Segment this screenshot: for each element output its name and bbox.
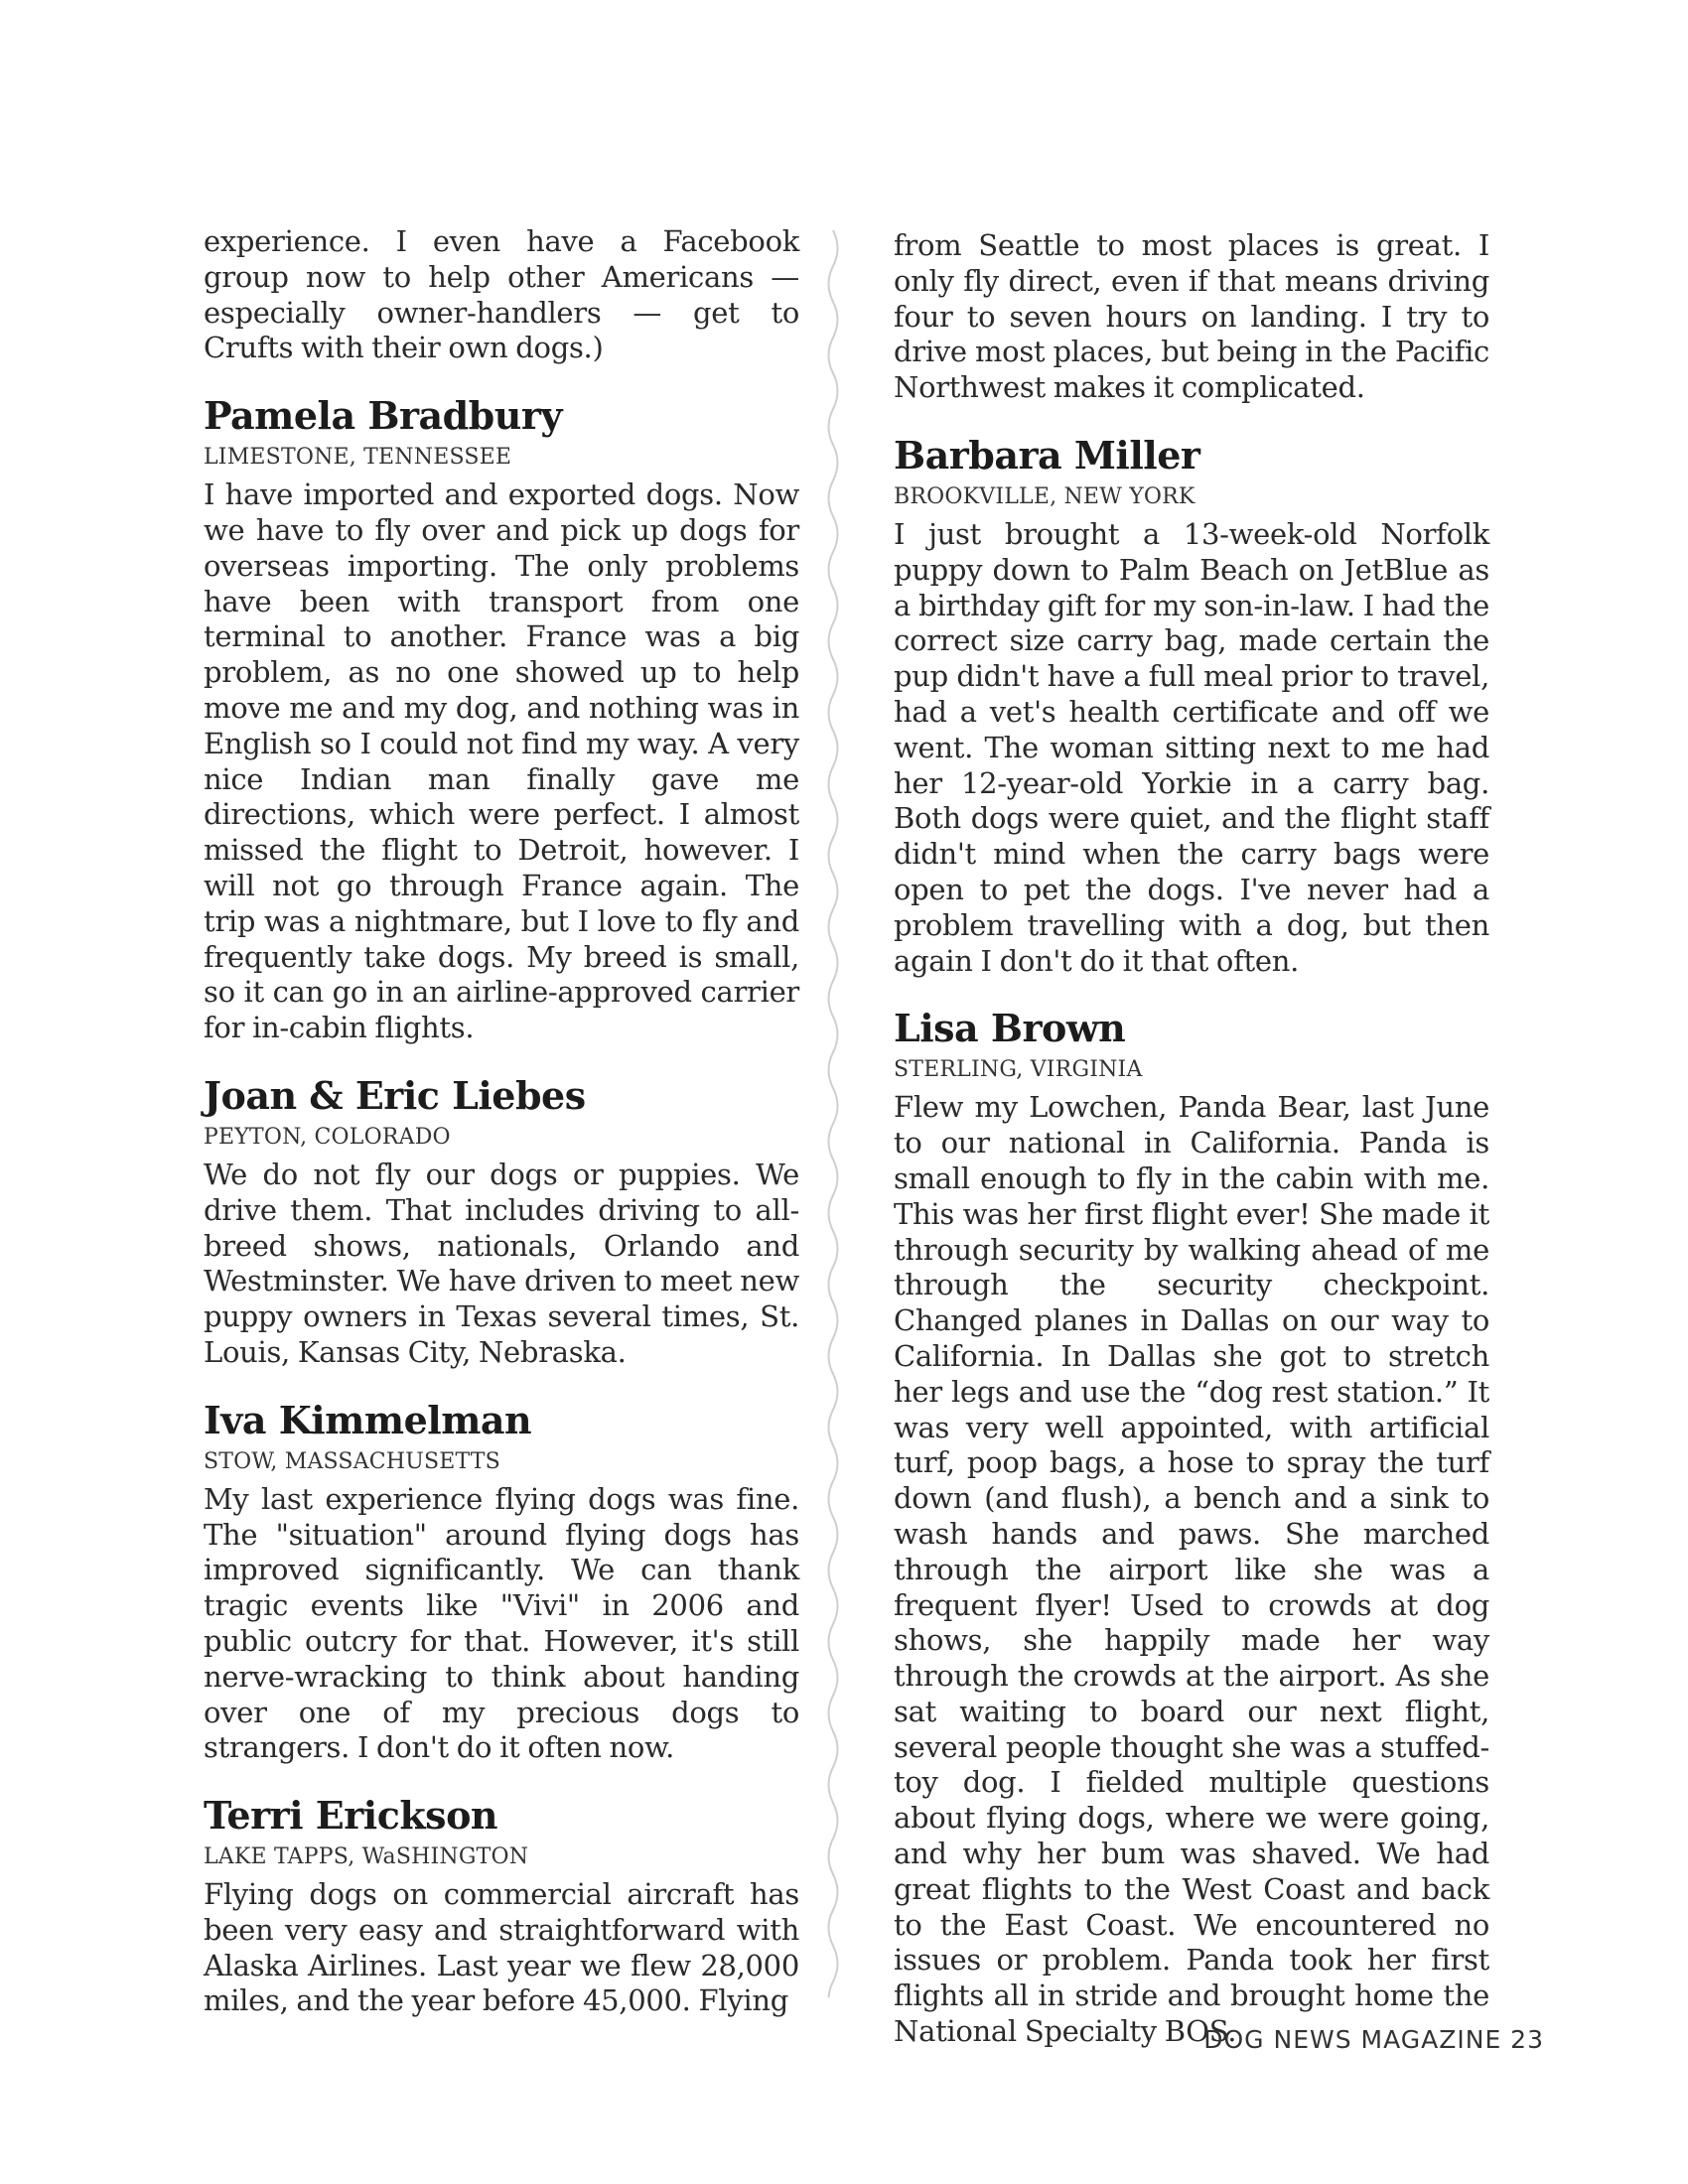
page-footer: DOG NEWS MAGAZINE 23 [1203,2025,1544,2054]
entry-location: LIMESTONE, TENNESSEE [204,445,512,471]
entry-name: Terri Erickson [204,1793,498,1839]
entry-terri-erickson [204,1792,799,2019]
right-column [894,228,1489,2050]
wavy-column-divider [820,230,846,1997]
intro-paragraph: experience. I even have a Facebook group now to help other Americans — especially owner-handlers — get to Crufts with their own dogs.) [204,224,799,365]
entry-text: We do not fly our dogs or puppies. We drive them. That includes driving to all-breed shows, nationals, Orlando and Westminster. We have driven to meet new puppy owners in Texas several times, St. Louis, Kansas City, Nebraska. [204,1157,799,1369]
entry-pamela-bradbury [204,392,799,1046]
entry-lisa-brown [894,1005,1489,2050]
continued-paragraph: from Seattle to most places is great. I only fly direct, even if that means driving four to seven hours on landing. I try to drive most places, but being in the Pacific Northwest makes it complicated. [894,228,1489,405]
entry-location: BROOKVILLE, NEW YORK [894,483,1196,509]
entry-text: My last experience flying dogs was fine. The "situation" around flying dogs has improved significantly. We can thank tragic events like "Vivi" in 2006 and public outcry for that. However, it's still nerve-wracking to think about handing over one of my precious dogs to strangers. I don't do it often now. [204,1481,799,1765]
entry-text: I have imported and exported dogs. Now we have to fly over and pick up dogs for overseas importing. The only problems have been with transport from one terminal to another. France was a big problem, as no one showed up to help move me and my dog, and nothing was in English so I could not find my way. A very nice Indian man finally gave me directions, which were perfect. I almost missed the flight to Detroit, however. I will not go through France again. The trip was a nightmare, but I love to fly and frequently take dogs. My breed is small, so it can go in an airline-approved carrier for in-cabin flights. [204,478,799,1045]
entry-location: LAKE TAPPS, WaSHINGTON [204,1844,529,1870]
entry-text: I just brought a 13-week-old Norfolk puppy down to Palm Beach on JetBlue as a birthday gift for my son-in-law. I had the correct size carry bag, made certain the pup didn't have a full meal prior to travel, had a vet's health certificate and off we went. The woman sitting next to me had her 12-year-old Yorkie in a carry bag. Both dogs were quiet, and the flight staff didn't mind when the carry bags were open to pet the dogs. I've never had a problem travelling with a dog, but then again I don't do it that often. [894,516,1489,978]
entry-name: Joan & Eric Liebes [204,1072,586,1118]
left-column [204,224,799,2019]
entry-name: Iva Kimmelman [204,1397,532,1442]
entry-location: STERLING, VIRGINIA [894,1057,1143,1083]
entry-iva-kimmelman [204,1397,799,1766]
entry-text: Flying dogs on commercial aircraft has been very easy and straightforward with Alaska Airlines. Last year we flew 28,000 miles, and the year before 45,000. Flying [204,1877,799,2018]
entry-joan-eric-liebes [204,1072,799,1371]
entry-name: Barbara Miller [894,432,1200,478]
entry-location: PEYTON, COLORADO [204,1124,451,1150]
entry-name: Lisa Brown [894,1006,1126,1051]
entry-text: Flew my Lowchen, Panda Bear, last June to our national in California. Panda is small enough to fly in the cabin with me. This was her first flight ever! She made it through security by walking ahead of me through the security checkpoint. Changed planes in Dallas on our way to California. In Dallas she got to stretch her legs and use the “dog rest station.” It was very well appointed, with artificial turf, poop bags, a hose to spray the turf down (and flush), a bench and a sink to wash hands and paws. She marched through the airport like she was a frequent flyer! Used to crowds at dog shows, she happily made her way through the crowds at the airport. As she sat waiting to board our next flight, several people thought she was a stuffed-toy dog. I fielded multiple questions about flying dogs, where we were going, and why her bum was shaved. We had great flights to the West Coast and back to the East Coast. We encountered no issues or problem. Panda took her first flights all in stride and brought home the National Specialty BOS. [894,1090,1489,2049]
entry-name: Pamela Bradbury [204,393,562,439]
entry-barbara-miller [894,432,1489,979]
entry-location: STOW, MASSACHUSETTS [204,1448,500,1474]
